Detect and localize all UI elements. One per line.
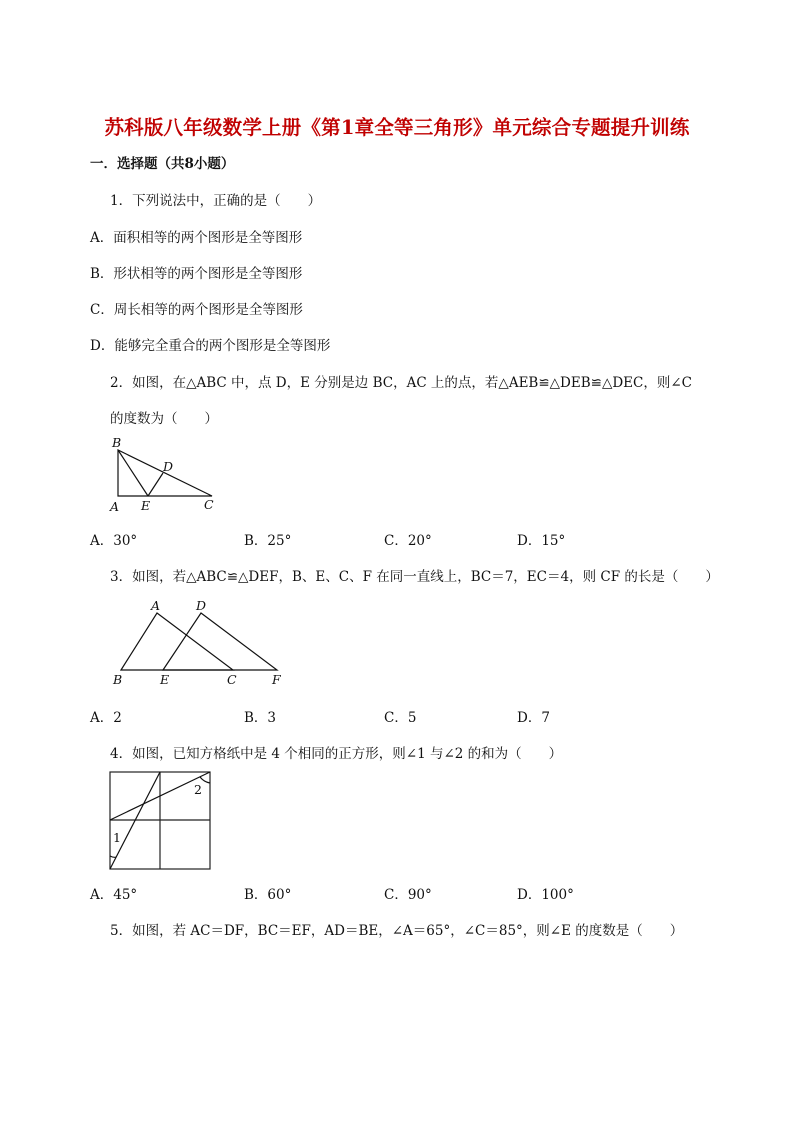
- question-2-stem-line2: 的度数为（ ）: [110, 411, 218, 427]
- q3-option-d[interactable]: D．7: [517, 710, 550, 726]
- label-b: B: [112, 435, 122, 450]
- q3-triangles-figure: [105, 595, 295, 690]
- question-1-stem: 1．下列说法中，正确的是（ ）: [110, 193, 322, 209]
- triangle-abc: [121, 613, 233, 670]
- q2-triangle-figure: [100, 430, 230, 520]
- triangle-def: [163, 613, 277, 670]
- section-heading: 一．选择题（共8小题）: [90, 156, 235, 172]
- label-a: A: [151, 598, 161, 613]
- label-c: C: [204, 497, 214, 512]
- label-d: D: [163, 459, 174, 474]
- q1-option-b[interactable]: B．形状相等的两个图形是全等图形: [90, 266, 303, 282]
- label-e: E: [160, 672, 170, 687]
- q1-option-c[interactable]: C．周长相等的两个图形是全等图形: [90, 302, 303, 318]
- q4-option-d[interactable]: D．100°: [517, 887, 574, 903]
- label-b: B: [113, 672, 123, 687]
- segment-de: [148, 473, 163, 496]
- q4-option-c[interactable]: C．90°: [384, 887, 432, 903]
- page-title: 苏科版八年级数学上册《第1章全等三角形》单元综合专题提升训练: [104, 116, 690, 139]
- q4-grid-figure: [105, 770, 215, 875]
- q2-option-a[interactable]: A．30°: [90, 533, 138, 549]
- angle-1-arc: [110, 856, 116, 857]
- q3-option-b[interactable]: B．3: [244, 710, 277, 726]
- question-4-stem: 4．如图，已知方格纸中是 4 个相同的正方形，则∠1 与∠2 的和为（ ）: [110, 746, 563, 762]
- question-5-stem: 5．如图，若 AC＝DF，BC＝EF，AD＝BE，∠A＝65°，∠C＝85°，则∠E 的度数是（ ）: [110, 923, 684, 939]
- label-f: F: [272, 672, 281, 687]
- angle-1-label: 1: [113, 830, 121, 845]
- label-a: A: [110, 499, 120, 514]
- q1-option-d[interactable]: D．能够完全重合的两个图形是全等图形: [90, 338, 331, 354]
- q2-option-c[interactable]: C．20°: [384, 533, 432, 549]
- q4-option-b[interactable]: B．60°: [244, 887, 292, 903]
- angle-2-label: 2: [194, 782, 202, 797]
- q1-option-a[interactable]: A．面积相等的两个图形是全等图形: [90, 230, 303, 246]
- question-3-stem: 3．如图，若△ABC≌△DEF，B、E、C、F 在同一直线上，BC＝7，EC＝4，则 CF 的长是（ ）: [110, 569, 719, 585]
- label-d: D: [196, 598, 207, 613]
- q3-option-c[interactable]: C．5: [384, 710, 417, 726]
- q2-option-d[interactable]: D．15°: [517, 533, 566, 549]
- question-2-stem-line1: 2．如图，在△ABC 中，点 D，E 分别是边 BC，AC 上的点，若△AEB≌△DEB≌△DEC，则∠C: [110, 375, 692, 391]
- q4-option-a[interactable]: A．45°: [90, 887, 138, 903]
- label-e: E: [141, 498, 151, 513]
- q2-option-b[interactable]: B．25°: [244, 533, 292, 549]
- q3-option-a[interactable]: A．2: [90, 710, 122, 726]
- label-c: C: [227, 672, 237, 687]
